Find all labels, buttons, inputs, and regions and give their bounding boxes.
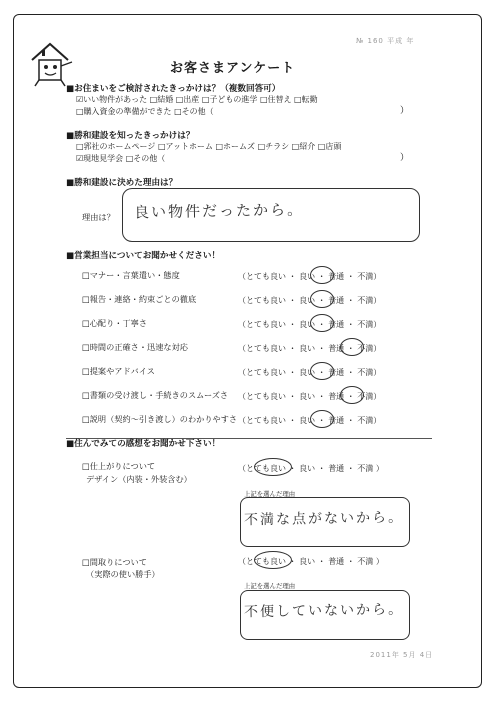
q5-item2-label: □間取りについて: [82, 557, 147, 567]
q4-item-label: □説明（契約～引き渡し）のわかりやすさ: [82, 414, 238, 424]
date-stamp: 2011年 5月 4日: [370, 651, 434, 659]
q5-item2-handwritten-answer: 不便していないから。: [243, 601, 405, 621]
q5-item2-sub: （実際の使い勝手）: [86, 569, 160, 579]
q4-item-label: □時間の正確さ・迅速な対応: [82, 342, 188, 352]
q5-item1-rating[interactable]: （とても良い ・ 良い ・ 普通 ・ 不満 ）: [238, 464, 384, 473]
q1-options-row2[interactable]: □購入資金の準備ができた □その他（: [76, 107, 214, 116]
q5-item2-reason-label: 上記を選んだ理由: [244, 582, 296, 590]
q4-item-rating[interactable]: （とても良い ・ 良い ・ 普通 ・ 不満）: [238, 392, 382, 401]
q5-item2-rating[interactable]: （とても良い ・ 良い ・ 普通 ・ 不満 ）: [238, 557, 384, 566]
q1-close-paren: ）: [400, 106, 410, 116]
q4-item-rating[interactable]: （とても良い ・ 良い ・ 普通 ・ 不満）: [238, 416, 382, 425]
page-title: お客さまアンケート: [170, 61, 296, 76]
q4-item-selected-circle: [340, 386, 364, 404]
q3-heading: ■勝和建設に決めた理由は？: [66, 178, 178, 188]
q4-item-rating[interactable]: （とても良い ・ 良い ・ 普通 ・ 不満）: [238, 296, 382, 305]
q5-heading: ■住んでみての感想をお聞かせ下さい！: [66, 439, 221, 449]
q4-item-selected-circle: [310, 290, 334, 308]
q4-heading: ■営業担当についてお聞かせください！: [66, 251, 221, 261]
q4-item-selected-circle: [310, 410, 334, 428]
q4-item-selected-circle: [340, 338, 364, 356]
q4-item-label: □報告・連絡・約束ごとの徹底: [82, 294, 197, 304]
q4-item-selected-circle: [310, 362, 334, 380]
q4-item-label: □書類の受け渡し・手続きのスムーズさ: [82, 390, 229, 400]
q3-handwritten-answer: 良い物件だったから。: [133, 200, 305, 222]
q2-options-row2[interactable]: ☑現地見学会 □その他（: [76, 154, 166, 163]
q5-item1-handwritten-answer: 不満な点がないから。: [243, 509, 405, 529]
q4-item-label: □提案やアドバイス: [82, 366, 155, 376]
q4-item-rating[interactable]: （とても良い ・ 良い ・ 普通 ・ 不満）: [238, 344, 382, 353]
q2-options-row1[interactable]: □郛社のホームページ □アットホーム □ホームズ □チラシ □紹介 □店頭: [76, 142, 342, 151]
q5-item1-label: □仕上がりについて: [82, 461, 156, 471]
q5-item1-reason-label: 上記を選んだ理由: [244, 490, 296, 498]
q5-item1-sub: デザイン（内装・外装含む）: [86, 474, 192, 484]
q2-heading: ■勝和建設を知ったきっかけは？: [66, 131, 195, 141]
q5-item1-selected-circle: [254, 458, 292, 476]
q1-heading: ■お住まいをご検討されたきっかけは？（複数回答可）: [66, 84, 281, 94]
q4-item-selected-circle: [310, 314, 334, 332]
q5-item2-selected-circle: [254, 551, 292, 569]
q2-close-paren: ）: [400, 153, 410, 163]
document-number-stamp: № 160 平成 年: [356, 37, 415, 45]
q1-options-row1[interactable]: ☑いい物件があった □結婚 □出産 □子どもの進学 □住替え □転勤: [76, 95, 318, 104]
q4-item-rating[interactable]: （とても良い ・ 良い ・ 普通 ・ 不満）: [238, 272, 382, 281]
q4-item-label: □マナー・言葉遣い・態度: [82, 270, 180, 280]
q3-reason-label: 理由は？: [82, 212, 115, 222]
q4-item-label: □心配り・丁寧さ: [82, 318, 148, 328]
q4-item-rating[interactable]: （とても良い ・ 良い ・ 普通 ・ 不満）: [238, 368, 382, 377]
house-mascot-logo: [30, 40, 76, 88]
q4-item-rating[interactable]: （とても良い ・ 良い ・ 普通 ・ 不満）: [238, 320, 382, 329]
q4-item-selected-circle: [310, 266, 334, 284]
